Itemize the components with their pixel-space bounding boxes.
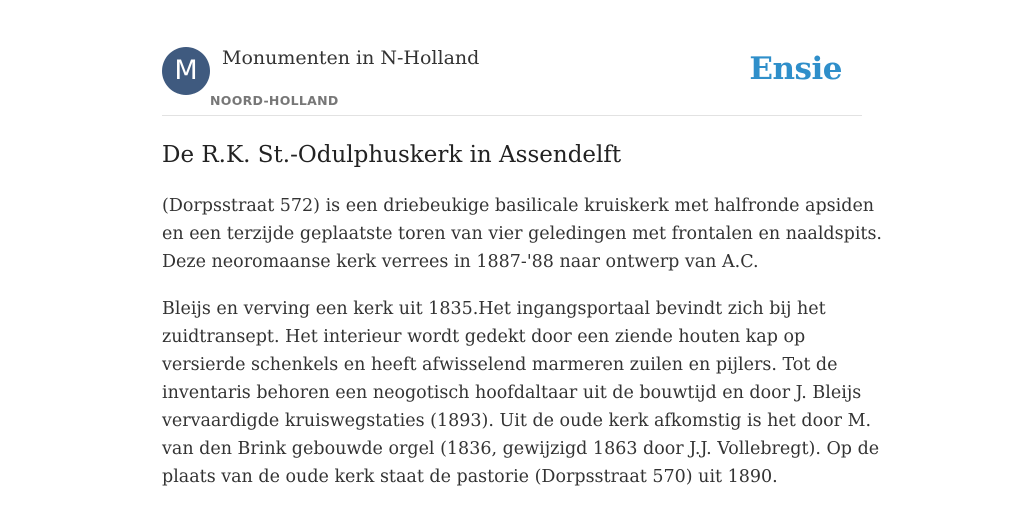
article-title: De R.K. St.-Odulphuskerk in Assendelft [162,142,622,168]
source-title-link[interactable]: Monumenten in N-Holland [222,47,480,69]
article-paragraph-2 [162,295,879,491]
paragraph-line: versierde schenkels en heeft afwisselend marmeren zuilen en pijlers. Tot de [162,355,838,375]
category-label[interactable]: NOORD-HOLLAND [210,93,339,108]
article-header [162,0,862,116]
paragraph-line: van den Brink gebouwde orgel (1836, gewijzigd 1863 door J.J. Vollebregt). Op de [162,439,880,459]
paragraph-line: plaats van de oude kerk staat de pastorie (Dorpsstraat 570) uit 1890. [162,467,778,487]
article-paragraph-1 [162,192,882,276]
article-card [162,0,882,512]
paragraph-line: en een terzijde geplaatste toren van vier geledingen met frontalen en naaldspits. [162,224,882,244]
paragraph-line: (Dorpsstraat 572) is een driebeukige basilicale kruiskerk met halfronde apsiden [162,196,875,216]
source-avatar[interactable]: M [162,47,210,95]
paragraph-line: vervaardigde kruiswegstaties (1893). Uit de oude kerk afkomstig is het door M. [162,411,872,431]
paragraph-line: inventaris behoren een neogotisch hoofdaltaar uit de bouwtijd en door J. Bleijs [162,383,862,403]
brand-logo[interactable]: Ensie [749,51,842,87]
paragraph-line: Bleijs en verving een kerk uit 1835.Het ingangsportaal bevindt zich bij het [162,299,826,319]
paragraph-line: zuidtransept. Het interieur wordt gedekt door een ziende houten kap op [162,327,806,347]
paragraph-line: Deze neoromaanse kerk verrees in 1887-'88 naar ontwerp van A.C. [162,252,759,272]
